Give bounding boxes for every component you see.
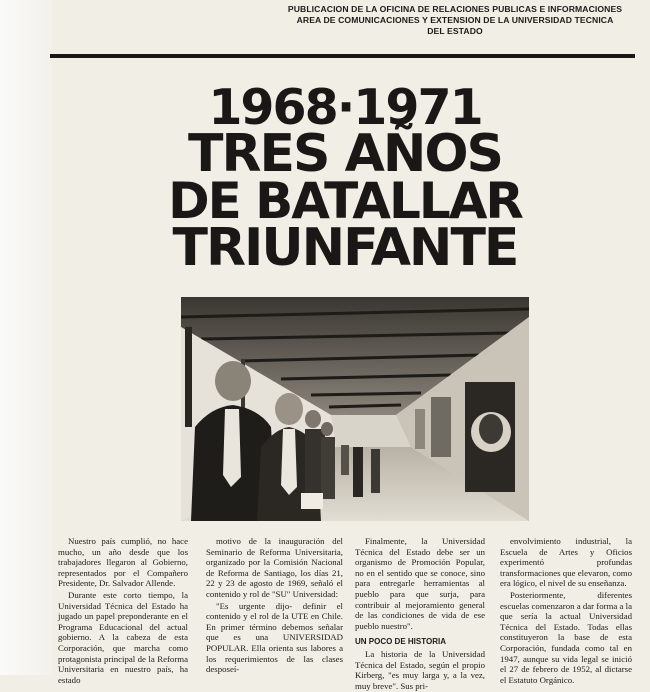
paragraph: envolvimiento industrial, la Escuela de Artes y Oficios experimentó profundas transformaciones que elevaron, como era lógico, el nivel de su enseñanza. [500, 536, 632, 589]
masthead-line: DEL ESTADO [427, 26, 483, 36]
headline-line: DE BATALLAR [168, 172, 522, 230]
masthead [270, 4, 640, 37]
masthead-line: AREA DE COMUNICACIONES Y EXTENSION DE LA UNIVERSIDAD TECNICA [296, 15, 614, 25]
paragraph: "Es urgente dijo- definir el contenido y el rol de la UTE en Chile. En primer término debemos señalar que es una UNIVERSIDAD POPULAR. Ella orienta sus labores a los requerimientos de las clases desposeí- [206, 600, 343, 675]
paragraph: motivo de la inauguración del Seminario de Reforma Universitaria, organizado por la Comisión Nacional de Reforma de Santiago, los días 21, 22 y 23 de agosto de 1969, señaló el contenido y rol de "SU" Universidad: [206, 536, 343, 599]
headline [150, 79, 540, 278]
paragraph: Finalmente, la Universidad Técnica del Estado debe ser un organismo de Promoción Popular, no en el sentido que se conoce, sino para entregarle herramientas al pueblo para que surja, para contribuir al mejoramiento general de las condiciones de vida de ese pueblo nuestro". [355, 536, 485, 631]
headline-line: TRES AÑOS [187, 124, 502, 184]
page-margin [0, 0, 52, 675]
paragraph: La historia de la Universidad Técnica del Estado, según el propio Kirberg, "es muy larga y, a la vez, muy breve". Sus pri- [355, 648, 485, 691]
article-column-1 [58, 536, 188, 686]
headline-line: 1968·1971 [208, 79, 482, 136]
masthead-line: PUBLICACION DE LA OFICINA DE RELACIONES PUBLICAS E INFORMACIONES [287, 4, 623, 14]
article-column-3 [355, 536, 485, 692]
headline-line: TRIUNFANTE [172, 218, 518, 278]
article-column-2 [206, 536, 343, 676]
masthead-rule [50, 54, 635, 58]
paragraph: Posteriormente, diferentes escuelas comenzaron a dar forma a la que sería la actual Universidad Técnica del Estado. Todas ellas constituyeron la base de esta Corporación, fundada como tal en 1947, aunque su vida legal se inició el 27 de febrero de 1952, al dictarse el Estatuto Orgánico. [500, 589, 632, 685]
article-column-4 [500, 536, 632, 686]
section-subheading: UN POCO DE HISTORIA [355, 637, 446, 647]
paragraph: Durante este corto tiempo, la Universidad Técnica del Estado ha jugado un papel preponderante en el Programa Educacional del actual gobierno. A la cabeza de esta Corporación, que marcha como protagonista principal de la Reforma Universitaria en nuestro país, ha estado [58, 589, 188, 685]
paragraph: Nuestro país cumplió, no hace mucho, un año desde que los trabajadores llegaron al Gobierno, representados por el Compañero Presidente, Dr. Salvador Allende. [58, 536, 188, 589]
corridor-photo [181, 297, 529, 521]
